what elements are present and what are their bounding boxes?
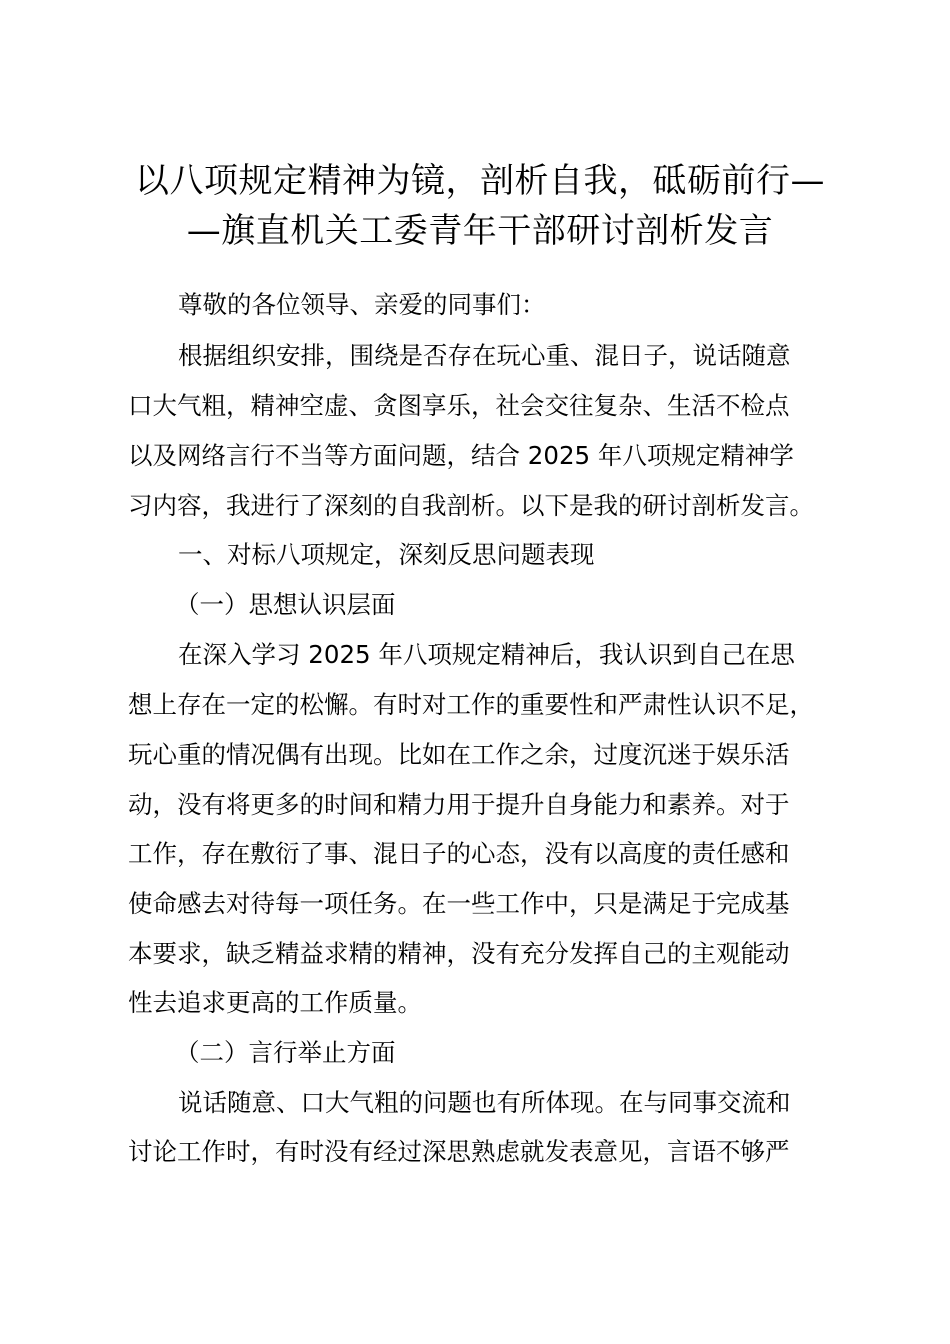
document-title-line-1: 以八项规定精神为镜，剖析自我，砥砺前行—: [135, 161, 825, 201]
paragraph-line: 说话随意、口大气粗的问题也有所体现。在与同事交流和: [178, 1088, 791, 1117]
section-heading: 一、对标八项规定，深刻反思问题表现: [178, 540, 595, 569]
paragraph-line: 性去追求更高的工作质量。: [128, 988, 422, 1017]
paragraph-line: 想上存在一定的松懈。有时对工作的重要性和严肃性认识不足，: [128, 690, 814, 719]
paragraph-line: 玩心重的情况偶有出现。比如在工作之余，过度沉迷于娱乐活: [128, 740, 790, 769]
paragraph-line: 使命感去对待每一项任务。在一些工作中，只是满足于完成基: [128, 889, 790, 918]
subsection-heading: （一）思想认识层面: [175, 590, 396, 619]
salutation: 尊敬的各位领导、亲爱的同事们：: [178, 290, 546, 319]
paragraph-line: 在深入学习 2025 年八项规定精神后，我认识到自己在思: [178, 640, 795, 669]
paragraph-line: 根据组织安排，围绕是否存在玩心重、混日子，说话随意: [178, 341, 791, 370]
paragraph-line: 以及网络言行不当等方面问题，结合 2025 年八项规定精神学: [128, 441, 794, 470]
paragraph-line: 工作，存在敷衍了事、混日子的心态，没有以高度的责任感和: [128, 839, 790, 868]
paragraph-line: 习内容，我进行了深刻的自我剖析。以下是我的研讨剖析发言。: [128, 491, 814, 520]
paragraph-line: 口大气粗，精神空虚、贪图享乐，社会交往复杂、生活不检点: [128, 391, 790, 420]
paragraph-line: 本要求，缺乏精益求精的精神，没有充分发挥自己的主观能动: [128, 939, 790, 968]
paragraph-line: 动，没有将更多的时间和精力用于提升自身能力和素养。对于: [128, 790, 790, 819]
document-title-line-2: —旗直机关工委青年干部研讨剖析发言: [186, 211, 774, 251]
subsection-heading: （二）言行举止方面: [175, 1038, 396, 1067]
paragraph-line: 讨论工作时，有时没有经过深思熟虑就发表意见，言语不够严: [128, 1137, 790, 1166]
